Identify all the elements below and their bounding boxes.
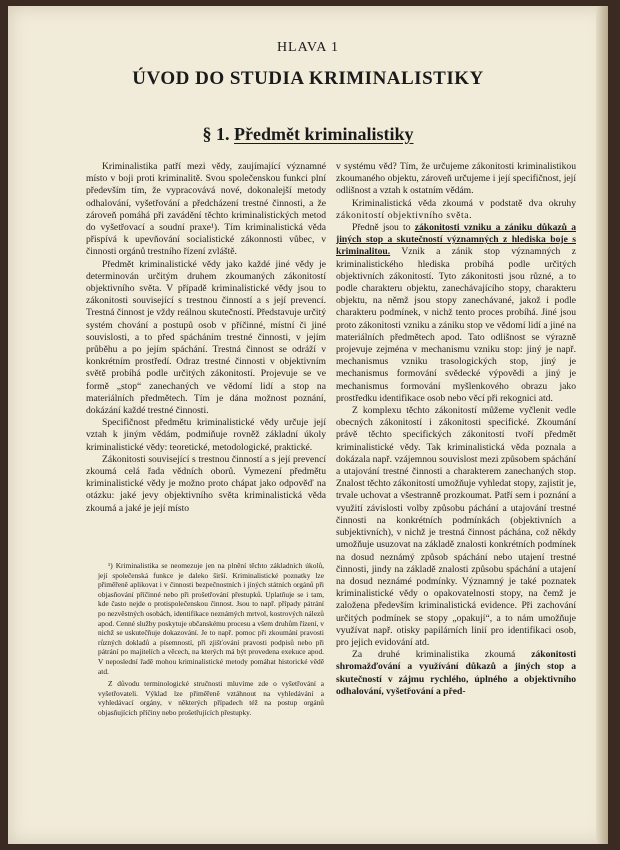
text-run: Vznik a zánik stop významných z kriminalistického hlediska probíhá podle určitých objektivních zákonitostí. Tyto zákonitosti jsou různé, a to podle charakteru objektu, zanechávajícího stopy, charakteru objektu, na němž jsou stopy zanechávané, jakož i podle charakteru podmínek, v nichž tento proces probíhá. Jiné jsou proto zákonitosti vzniku a zániku stop ve vědomí lidí a jiné na materiálních předmětech apod. Tato odlišnost se výrazně projevuje zejména v mechanismu vzniku stop: jiný je např. mechanismus vzniku trasologických stop, jiný je mechanismus formování svědecké výpovědi a jiný je mechanismus formování myšlenkového obrazu jako prostředku identifikace osob nebo věcí při rekognici atd.	[336, 246, 576, 404]
text-run-spaced: zákonitostí objektivního světa.	[336, 209, 473, 221]
footnotes	[98, 561, 324, 721]
text-run: Předně jsou to	[352, 222, 411, 234]
paragraph	[336, 198, 576, 222]
right-column	[336, 161, 576, 698]
emphasis-text: zákonitosti vzniku a zániku důkazů a jiných stop a skutečností významných z hlediska boje s kriminalitou.	[336, 222, 576, 258]
paragraph: Z komplexu těchto zákonitostí můžeme vyčlenit vedle obecných zákonitostí i zákonitosti specifické. Zkoumání právě těchto specifických zákonitostí tvoří předmět kriminalistické vědy. Tak kriminalistická věda poznala a dokázala např. vzájemnou souvislost mezi způsobem spáchání a utajování trestné činnosti a charakterem zanechaných stop. Znalost těchto zákonitostí umožňuje vyhledat stopy, zajistit je, trvale uchovat a všestranně prozkoumat. Patří sem i poznání a využití závislosti volby způsobu páchání a utajování trestné činnosti na konkrétních podmínkách (objektivních a subjektivních), v nichž je trestná činnost páchána, což někdy umožňuje usuzovat na základě znalosti konkrétních podmínek na dosud neznámý způsob spáchání nebo utajení trestné činnosti, jindy na základě znalosti způsobu spáchání a utajení na dosud neznámé podmínky. Významný je také poznatek kriminalistické vědy o opakovatelnosti stopy, na čemž je založena především kriminalistická evidence. Při zachování určitých podmínek se stopy „opakují“, a to nám umožňuje využívat např. otisky papilárních linií pro identifikaci osob, pro jejich evidování atd.	[336, 405, 576, 648]
footnote: Z důvodu terminologické stručnosti mluvíme zde o vyšetřování a vyšetřovateli. Výklad lze přiměřeně vztáhnout na vyhledávání a vyhledávací orgány, v některých případech též na postup orgánů objasňujících příčiny nebo prošetřujících přestupky.	[98, 679, 324, 717]
section-number: § 1.	[202, 124, 230, 144]
paragraph: Kriminalistika patří mezi vědy, zaujímající významné místo v boji proti kriminalitě. Svou společenskou funkci plní především tím, že vypracovává nové, dokonalejší metody odhalování, vyšetřování a předcházení trestné činnosti, a že zároveň pomáhá při zavádění těchto kriminalistických metod do vyšetřovací a soudní praxe¹). Tím kriminalistická věda přispívá k upevňování socialistické zákonnosti vůbec, v činnosti orgánů trestního řízení zvláště.	[86, 161, 326, 258]
book-page	[8, 6, 608, 844]
emphasis-text: zákonitosti shromažďování a využívání důkazů a jiných stop a skutečností v zájmu rychlého, úplného a objektivního odhalování, vyšetřování a před-	[336, 649, 576, 697]
paragraph: Specifičnost předmětu kriminalistické vědy určuje její vztah k jiným vědám, podmiňuje rovněž základní úkoly kriminalistické vědy: teoretické, metodologické, praktické.	[86, 417, 326, 453]
paragraph: Zákonitosti související s trestnou činností a s její prevencí zkoumá celá řada vědních oborů. Vymezení předmětu kriminalistické vědy je možno proto chápat jako odpověď na otázku: jaké jevy objektivního světa kriminalistická věda zkoumá a jaké je její místo	[86, 453, 326, 514]
paragraph	[336, 649, 576, 698]
paragraph: v systému věd? Tím, že určujeme zákonitosti kriminalistikou zkoumaného objektu, zároveň určujeme i její specifičnost, její odlišnost a vztah k ostatním vědám.	[336, 161, 576, 197]
text-run: Za druhé kriminalistika zkoumá	[352, 649, 516, 661]
left-column	[86, 161, 326, 515]
section-heading	[8, 124, 608, 145]
chapter-title: ÚVOD DO STUDIA KRIMINALISTIKY	[132, 68, 484, 89]
text-run: Kriminalistická věda zkoumá v podstatě dva okruhy	[352, 197, 576, 209]
paragraph: Předmět kriminalistické vědy jako každé jiné vědy je determinován určitým druhem zkoumaných zákonitostí objektivního světa. V případě kriminalistické vědy jsou to zákonitosti související s trestnou činností a s její prevencí. Trestná činnost je vždy reálnou skutečností. Představuje určitý systém chování a postupů osob v příčinné, místní či jiné souvislosti, a to před spácháním trestné činnosti, v jejím průběhu a po jejím spáchání. Trestná činnost se odráží v konkrétním prostředí. Odraz trestné činnosti v objektivním světě probíhá podle určitých zákonitostí. Projevuje se ve formě „stop“ zanechaných ve vědomí lidí a stop na materiálních předmětech. Tím je dána možnost poznání, dokázání každé trestné činnosti.	[86, 258, 326, 417]
footnote: ¹) Kriminalistika se neomezuje jen na plnění těchto základních úkolů, její společenská funkce je daleko širší. Kriminalistické poznatky lze přiměřeně aplikovat i v činnosti bezpečnostních i jiných státních orgánů při objasňování příčinné nebo při prošetřování přestupků. Uplatňuje se i tam, kde často nejde o protispolečenskou činnost. Jsou to např. případy pátrání po nezvěstných osobách, identifikace neznámých mrtvol, kostrových nálezů apod. Cenné služby poskytuje občanskému procesu a všem druhům řízení, v nichž se uskutečňuje dokazování. Je to např. pomoc při zkoumání pravosti různých dokladů a písemností, při zjišťování pravosti podpisů nebo při pátrání po majitelích a věcech, na kterých má být provedena exekuce apod. V neposlední řadě mohou kriminalistické metody pomáhat historické vědě atd.	[98, 561, 324, 676]
section-title: Předmět kriminalistiky	[234, 124, 414, 144]
chapter-heading: HLAVA 1	[276, 40, 340, 55]
paragraph	[336, 222, 576, 405]
